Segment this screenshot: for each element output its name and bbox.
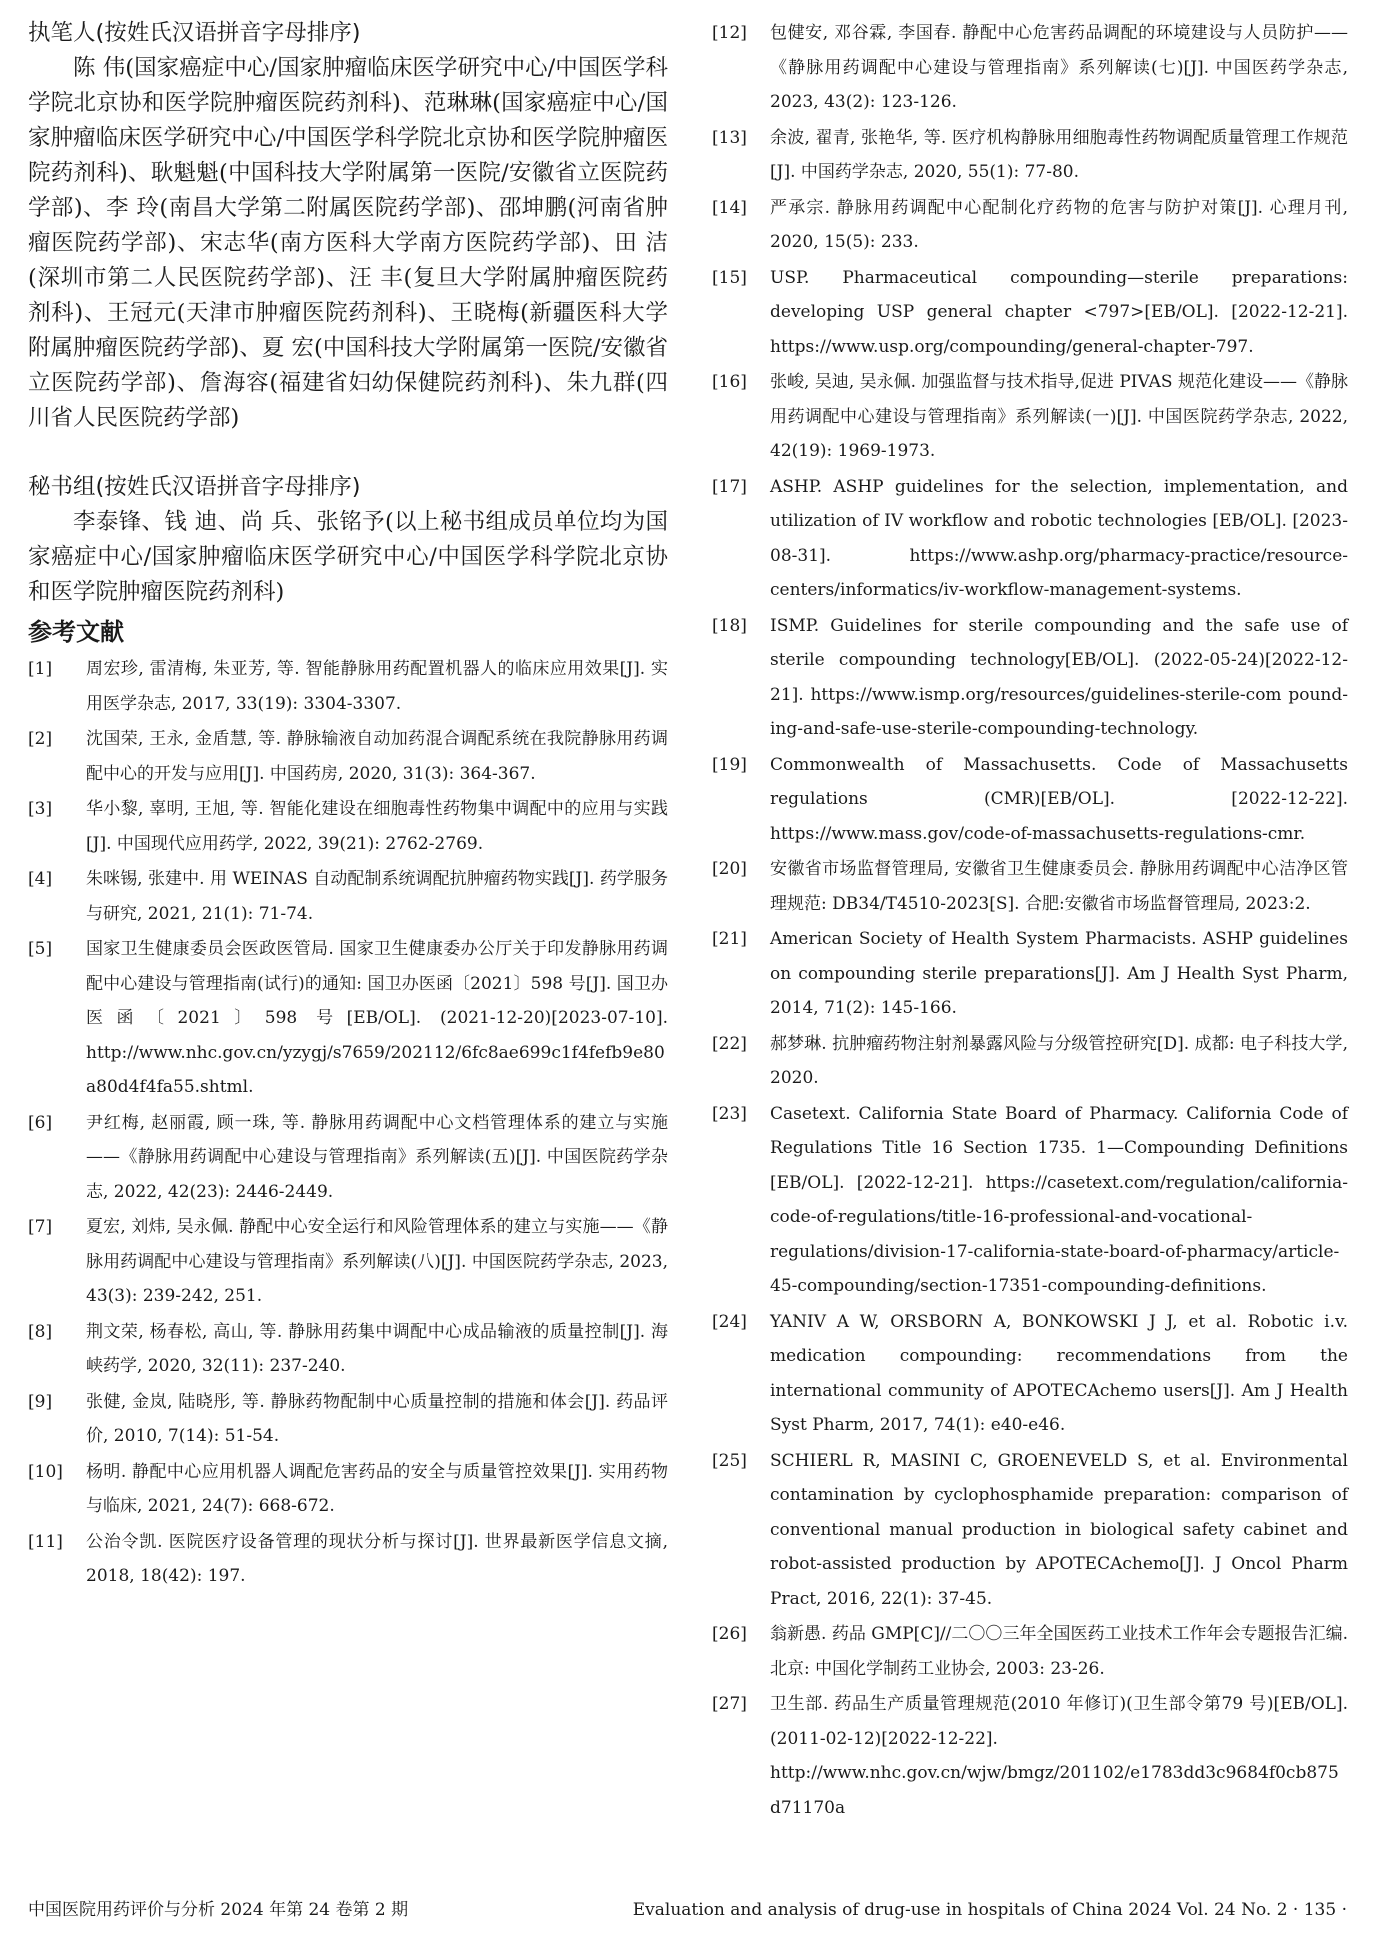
reference-number: [7] (28, 1217, 53, 1237)
reference-item (712, 1097, 1348, 1304)
reference-number: [25] (712, 1450, 747, 1471)
reference-item (712, 1687, 1348, 1825)
reference-text: 严承宗. 静脉用药调配中心配制化疗药物的危害与防护对策[J]. 心理月刊, 2020, 15(5): 233. (770, 197, 1348, 252)
reference-text: 沈国荣, 王永, 金盾慧, 等. 静脉输液自动加药混合调配系统在我院静脉用药调配中心的开发与应用[J]. 中国药房, 2020, 31(3): 364-367. (86, 729, 668, 784)
reference-number: [19] (712, 754, 747, 775)
reference-text: ASHP. ASHP guidelines for the selection, implementation, and utilization of IV workflow and robotic technologies [EB/OL]. [2023-08-31]. https://www.ashp.org/pharmacy-practice/resource-centers/informatics/iv-workflow-management-systems. (770, 476, 1348, 600)
reference-item (712, 609, 1348, 747)
reference-number: [17] (712, 476, 747, 497)
reference-text: 华小黎, 辜明, 王旭, 等. 智能化建设在细胞毒性药物集中调配中的应用与实践[J]. 中国现代应用药学, 2022, 39(21): 2762-2769. (86, 799, 668, 854)
reference-item (712, 922, 1348, 1026)
reference-item (28, 1455, 668, 1524)
reference-number: [24] (712, 1311, 747, 1332)
reference-number: [13] (712, 127, 747, 148)
reference-item (712, 365, 1348, 469)
reference-item (28, 1210, 668, 1314)
reference-number: [16] (712, 372, 747, 392)
reference-number: [10] (28, 1461, 63, 1482)
reference-list-right (712, 16, 1348, 1825)
reference-number: [14] (712, 197, 747, 218)
reference-item (712, 748, 1348, 852)
reference-number: [22] (712, 1033, 747, 1054)
reference-item (28, 1106, 668, 1210)
reference-item (712, 121, 1348, 190)
reference-item (712, 1305, 1348, 1443)
reference-number: [2] (28, 729, 53, 749)
reference-text: 翁新愚. 药品 GMP[C]//二〇〇三年全国医药工业技术工作年会专题报告汇编. 北京: 中国化学制药工业协会, 2003: 23-26. (770, 1624, 1348, 1679)
reference-text: 卫生部. 药品生产质量管理规范(2010 年修订)(卫生部令第79 号)[EB/OL]. (2011-02-12)[2022-12-22]. http://www.nhc.gov.cn/wjw/bmgz/201102/e1783dd3c9684f0cb875d71170a (770, 1694, 1348, 1818)
reference-text: 杨明. 静配中心应用机器人调配危害药品的安全与质量管控效果[J]. 实用药物与临床, 2021, 24(7): 668-672. (86, 1461, 668, 1516)
reference-item (28, 1315, 668, 1384)
reference-text: 张峻, 吴迪, 吴永佩. 加强监督与技术指导,促进 PIVAS 规范化建设——《静脉用药调配中心建设与管理指南》系列解读(一)[J]. 中国医院药学杂志, 2022, 42(19): 1969-1973. (770, 372, 1348, 461)
reference-text: ISMP. Guidelines for sterile compounding and the safe use of sterile compounding technology[EB/OL]. (2022-05-24)[2022-12-21]. https://www.ismp.org/resources/guidelines-sterile-com pound-ing-and-safe-use-sterile-compounding-technology. (770, 615, 1348, 739)
left-column (28, 16, 668, 1595)
reference-number: [8] (28, 1321, 53, 1342)
reference-list-left (28, 652, 668, 1594)
right-column (712, 16, 1348, 1826)
reference-text: 尹红梅, 赵丽霞, 顾一珠, 等. 静脉用药调配中心文档管理体系的建立与实施——《静脉用药调配中心建设与管理指南》系列解读(五)[J]. 中国医院药学杂志, 2022, 42(23): 2446-2449. (86, 1112, 668, 1202)
reference-item (712, 16, 1348, 120)
reference-item (712, 1617, 1348, 1686)
reference-text: 郝梦琳. 抗肿瘤药物注射剂暴露风险与分级管控研究[D]. 成都: 电子科技大学, 2020. (770, 1033, 1348, 1088)
reference-item (28, 862, 668, 931)
reference-number: [21] (712, 929, 747, 949)
reference-text: Casetext. California State Board of Pharmacy. California Code of Regulations Title 16 Section 1735. 1—Compounding Definitions [EB/OL]. [2022-12-21]. https://casetext.com/regulation/california-code-of-regulations/title-16-professional-and-vocational-regulations/division-17-california-state-board-of-pharmacy/article-45-compounding/section-17351-compounding-definitions. (770, 1103, 1348, 1296)
reference-item (712, 1444, 1348, 1617)
reference-text: 余波, 翟青, 张艳华, 等. 医疗机构静脉用细胞毒性药物调配质量管理工作规范[J]. 中国药学杂志, 2020, 55(1): 77-80. (770, 127, 1348, 182)
reference-text: 安徽省市场监督管理局, 安徽省卫生健康委员会. 静脉用药调配中心洁净区管理规范: DB34/T4510-2023[S]. 合肥:安徽省市场监督管理局, 2023:2. (770, 859, 1348, 914)
reference-item (28, 1385, 668, 1454)
journal-footer-cn: 中国医院用药评价与分析 2024 年第 24 卷第 2 期 (28, 1900, 409, 1920)
references-heading: 参考文献 (28, 618, 124, 646)
reference-item (28, 792, 668, 861)
reference-text: American Society of Health System Pharmacists. ASHP guidelines on compounding sterile preparations[J]. Am J Health Syst Pharm, 2014, 71(2): 145-166. (770, 929, 1348, 1018)
reference-item (712, 1027, 1348, 1096)
reference-number: [5] (28, 939, 53, 959)
reference-number: [12] (712, 23, 747, 43)
reference-text: Commonwealth of Massachusetts. Code of Massachusetts regulations (CMR)[EB/OL]. [2022-12-22]. https://www.mass.gov/code-of-massachusetts-regulations-cmr. (770, 754, 1348, 844)
reference-text: 夏宏, 刘炜, 吴永佩. 静配中心安全运行和风险管理体系的建立与实施——《静脉用药调配中心建设与管理指南》系列解读(八)[J]. 中国医院药学杂志, 2023, 43(3): 239-242, 251. (86, 1217, 668, 1306)
reference-text: 朱咪锡, 张建中. 用 WEINAS 自动配制系统调配抗肿瘤药物实践[J]. 药学服务与研究, 2021, 21(1): 71-74. (86, 869, 668, 924)
secretariat-list: 李泰锋、钱 迪、尚 兵、张铭予(以上秘书组成员单位均为国家癌症中心/国家肿瘤临床医学研究中心/中国医学科学院北京协和医学院肿瘤医院药剂科) (28, 509, 668, 605)
reference-text: 包健安, 邓谷霖, 李国春. 静配中心危害药品调配的环境建设与人员防护——《静脉用药调配中心建设与管理指南》系列解读(七)[J]. 中国医药学杂志, 2023, 43(2): 123-126. (770, 23, 1348, 112)
reference-item (28, 722, 668, 791)
reference-number: [26] (712, 1624, 747, 1644)
reference-text: SCHIERL R, MASINI C, GROENEVELD S, et al. Environmental contamination by cyclophosphamide preparation: comparison of conventional manual production in biological safety cabinet and robot-assisted production by APOTECAchemo[J]. J Oncol Pharm Pract, 2016, 22(1): 37-45. (770, 1450, 1348, 1609)
reference-text: YANIV A W, ORSBORN A, BONKOWSKI J J, et al. Robotic i.v. medication compounding: recommendations from the international community of APOTECAchemo users[J]. Am J Health Syst Pharm, 2017, 74(1): e40-e46. (770, 1311, 1348, 1435)
reference-text: 周宏珍, 雷清梅, 朱亚芳, 等. 智能静脉用药配置机器人的临床应用效果[J]. 实用医学杂志, 2017, 33(19): 3304-3307. (86, 659, 668, 714)
reference-number: [4] (28, 869, 53, 889)
reference-item (28, 932, 668, 1105)
reference-number: [27] (712, 1694, 747, 1714)
reference-number: [6] (28, 1112, 53, 1133)
reference-item (712, 191, 1348, 260)
reference-item (28, 652, 668, 721)
secretariat-heading: 秘书组(按姓氏汉语拼音字母排序) (28, 474, 361, 500)
authors-list: 陈 伟(国家癌症中心/国家肿瘤临床医学研究中心/中国医学科学院北京协和医学院肿瘤医院药剂科)、范琳琳(国家癌症中心/国家肿瘤临床医学研究中心/中国医学科学院北京协和医学院肿瘤医院药剂科)、耿魁魁(中国科技大学附属第一医院/安徽省立医院药学部)、李 玲(南昌大学第二附属医院药学部)、邵坤鹏(河南省肿瘤医院药学部)、宋志华(南方医科大学南方医院药学部)、田 洁(深圳市第二人民医院药学部)、汪 丰(复旦大学附属肿瘤医院药剂科)、王冠元(天津市肿瘤医院药剂科)、王晓梅(新疆医科大学附属肿瘤医院药学部)、夏 宏(中国科技大学附属第一医院/安徽省立医院药学部)、詹海容(福建省妇幼保健院药剂科)、朱九群(四川省人民医院药学部) (28, 55, 668, 431)
reference-number: [20] (712, 859, 747, 879)
reference-item (28, 1525, 668, 1594)
journal-footer-en: Evaluation and analysis of drug-use in hospitals of China 2024 Vol. 24 No. 2 · 135 · (632, 1900, 1347, 1920)
reference-number: [18] (712, 615, 747, 636)
reference-item (712, 261, 1348, 365)
reference-number: [9] (28, 1391, 53, 1412)
reference-number: [23] (712, 1103, 747, 1124)
reference-number: [3] (28, 799, 53, 819)
reference-number: [15] (712, 267, 747, 288)
reference-text: 荆文荣, 杨春松, 高山, 等. 静脉用药集中调配中心成品输液的质量控制[J]. 海峡药学, 2020, 32(11): 237-240. (86, 1321, 668, 1376)
reference-number: [11] (28, 1531, 63, 1552)
reference-item (712, 470, 1348, 608)
reference-text: 国家卫生健康委员会医政医管局. 国家卫生健康委办公厅关于印发静脉用药调配中心建设与管理指南(试行)的通知: 国卫办医函〔2021〕598 号[J]. 国卫办医函〔2021〕598 号[EB/OL]. (2021-12-20)[2023-07-10]. http://www.nhc.gov.cn/yzygj/s7659/202112/6fc8ae699c1f4fefb9e80a80d4f4fa55.shtml. (86, 939, 668, 1097)
reference-number: [1] (28, 659, 53, 679)
authors-heading: 执笔人(按姓氏汉语拼音字母排序) (28, 20, 361, 46)
reference-text: 公治令凯. 医院医疗设备管理的现状分析与探讨[J]. 世界最新医学信息文摘, 2018, 18(42): 197. (86, 1531, 668, 1586)
reference-text: USP. Pharmaceutical compounding—sterile preparations: developing USP general chapter <797>[EB/OL]. [2022-12-21]. https://www.usp.org/compounding/general-chapter-797. (770, 267, 1348, 357)
reference-item (712, 852, 1348, 921)
reference-text: 张健, 金岚, 陆晓彤, 等. 静脉药物配制中心质量控制的措施和体会[J]. 药品评价, 2010, 7(14): 51-54. (86, 1391, 668, 1446)
